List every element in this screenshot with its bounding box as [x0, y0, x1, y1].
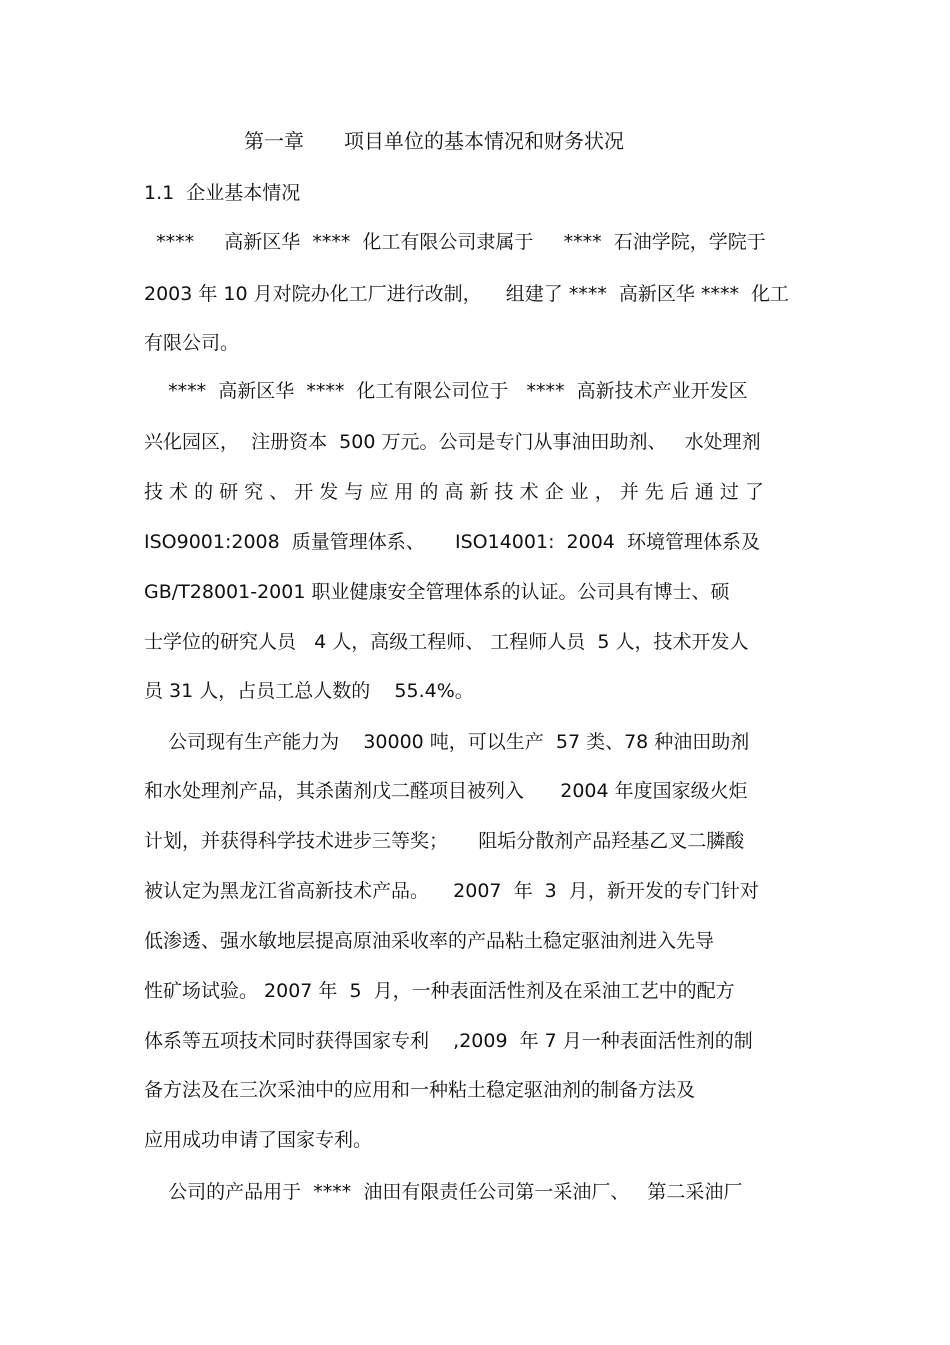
text-line: **** 高新区华 **** 化工有限公司位于 **** 高新技术产业开发区: [144, 380, 748, 402]
text-line: 性矿场试验。 2007 年 5 月，一种表面活性剂及在采油工艺中的配方: [144, 980, 735, 1002]
text-line: GB/T28001-2001 职业健康安全管理体系的认证。公司具有博士、硕: [144, 581, 730, 603]
text-line: 士学位的研究人员 4 人，高级工程师、 工程师人员 5 人，技术开发人: [144, 631, 749, 653]
text-line: 和水处理剂产品，其杀菌剂戊二醛项目被列入 2004 年度国家级火炬: [144, 780, 748, 802]
text-line: 有限公司。: [144, 332, 240, 354]
text-line: 公司的产品用于 **** 油田有限责任公司第一采油厂、 第二采油厂: [144, 1181, 743, 1203]
text-line: 应用成功申请了国家专利。: [144, 1129, 373, 1151]
text-line: 员 31 人，占员工总人数的 55.4%。: [144, 680, 474, 702]
text-line: 兴化园区， 注册资本 500 万元。公司是专门从事油田助剂、 水处理剂: [144, 431, 761, 453]
text-line: 低渗透、强水敏地层提高原油采收率的产品粘土稳定驱油剂进入先导: [144, 930, 715, 952]
chapter-title: 第一章 项目单位的基本情况和财务状况: [244, 129, 624, 153]
text-line: 被认定为黑龙江省高新技术产品。 2007 年 3 月，新开发的专门针对: [144, 880, 759, 902]
text-line: 技 术 的 研 究 、 开 发 与 应 用 的 高 新 技 术 企 业 ， 并 先 后 通 过 了: [144, 481, 764, 503]
text-line: ISO9001:2008 质量管理体系、 ISO14001: 2004 环境管理体系及: [144, 531, 760, 553]
text-line: 备方法及在三次采油中的应用和一种粘土稳定驱油剂的制备方法及: [144, 1079, 696, 1101]
text-line: 计划，并获得科学技术进步三等奖； 阻垢分散剂产品羟基乙叉二膦酸: [144, 830, 745, 852]
text-line: **** 高新区华 **** 化工有限公司隶属于 **** 石油学院，学院于: [144, 231, 766, 253]
text-line: 2003 年 10 月对院办化工厂进行改制， 组建了 **** 高新区华 **** 化工: [144, 283, 790, 305]
text-line: 公司现有生产能力为 30000 吨，可以生产 57 类、78 种油田助剂: [144, 731, 750, 753]
section-heading: 1.1 企业基本情况: [144, 182, 301, 204]
text-line: 体系等五项技术同时获得国家专利 ,2009 年 7 月一种表面活性剂的制: [144, 1030, 753, 1052]
